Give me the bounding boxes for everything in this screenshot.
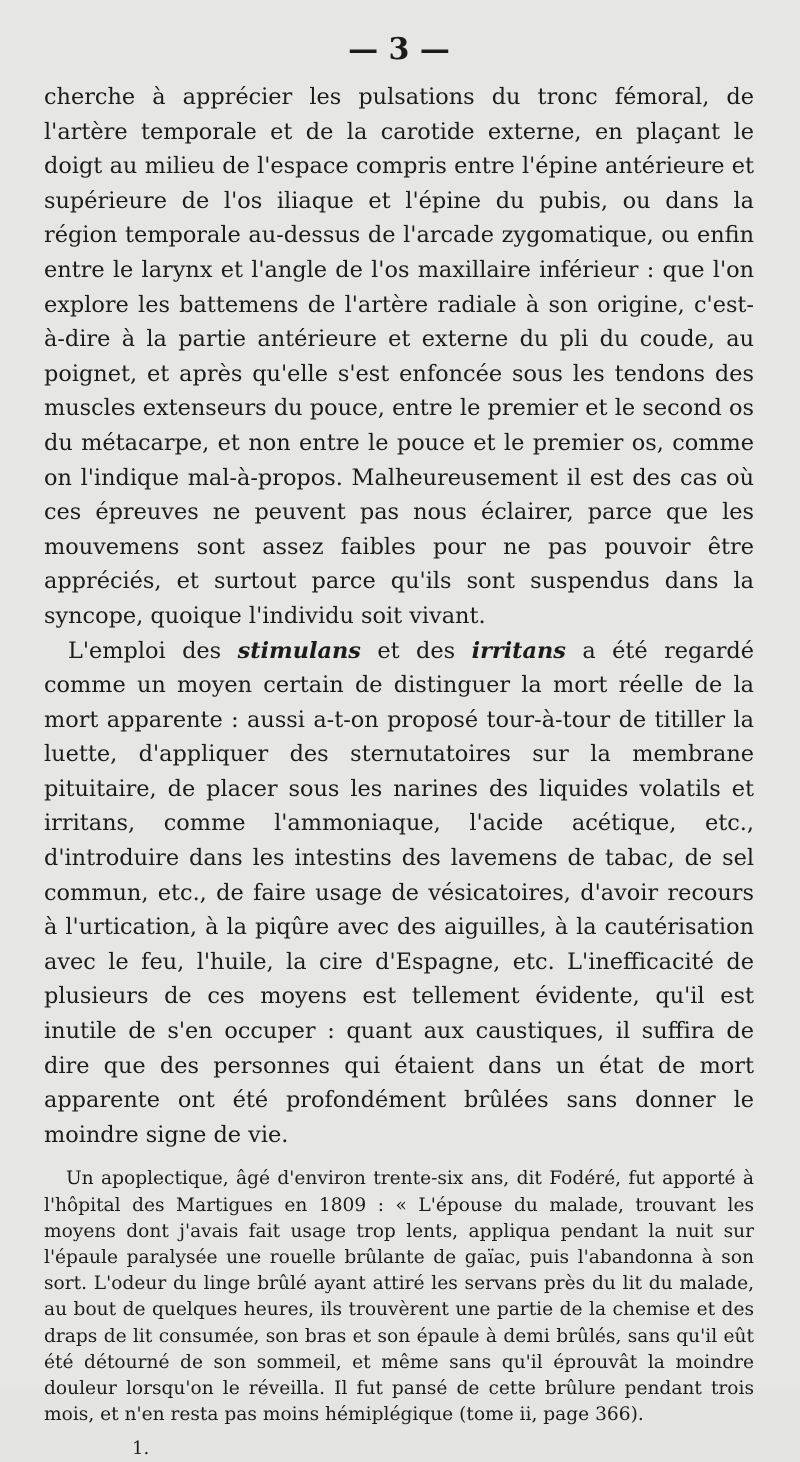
main-text [44, 80, 754, 1152]
signature-mark: 1. [132, 1438, 150, 1460]
emphasis-irritans: irritans [471, 637, 566, 664]
page-number: — 3 — [348, 32, 450, 67]
paragraph-2 [44, 634, 754, 1153]
paragraph-2-start: L'emploi des [68, 637, 238, 664]
paragraph-1: cherche à apprécier les pulsations du tronc fémoral, de l'artère temporale et de la carotide externe, en plaçant le doigt au milieu de l'espace compris entre l'épine antérieure et supérieure de l'os iliaque et l'épine du pubis, ou dans la région temporale au-dessus de l'arcade zygomatique, ou enfin entre le larynx et l'angle de l'os maxillaire inférieur : que l'on explore les battemens de l'artère radiale à son origine, c'est-à-dire à la partie antérieure et externe du pli du coude, au poignet, et après qu'elle s'est enfoncée sous les tendons des muscles extenseurs du pouce, entre le premier et le second os du métacarpe, et non entre le pouce et le premier os, comme on l'indique mal-à-propos. Malheureusement il est des cas où ces épreuves ne peuvent pas nous éclairer, parce que les mouvemens sont assez faibles pour ne pas pouvoir être appréciés, et surtout parce qu'ils sont suspendus dans la syncope, quoique l'individu soit vivant. [44, 84, 754, 629]
emphasis-stimulans: stimulans [237, 637, 361, 664]
paragraph-2-rest: a été regardé comme un moyen certain de distinguer la mort réelle de la mort apparente : aussi a-t-on proposé tour-à-tour de titiller la luette, d'appliquer des sternutatoires sur la membrane pituitaire, de placer sous les narines des liquides volatils et irritans, comme l'ammoniaque, l'acide acétique, etc., d'introduire dans les intestins des lavemens de tabac, de sel commun, etc., de faire usage de vésicatoires, d'avoir recours à l'urtication, à la piqûre avec des aiguilles, à la cautérisation avec le feu, l'huile, la cire d'Espagne, etc. L'inefficacité de plusieurs de ces moyens est tellement évidente, qu'il est inutile de s'en occuper : quant aux caustiques, il suffira de dire que des personnes qui étaient dans un état de mort apparente ont été profondément brûlées sans donner le moindre signe de vie. [44, 637, 754, 1148]
paragraph-2-mid: et des [360, 637, 472, 664]
quoted-case: Un apoplectique, âgé d'environ trente-six ans, dit Fodéré, fut apporté à l'hôpital des Martigues en 1809 : « L'épouse du malade, trouvant les moyens dont j'avais fait usage trop lents, appliqua pendant la nuit sur l'épaule paralysée une rouelle brûlante de gaïac, puis l'abandonna à son sort. L'odeur du linge brûlé ayant attiré les servans près du lit du malade, au bout de quelques heures, ils trouvèrent une partie de la chemise et des draps de lit consumée, son bras et son épaule à demi brûlés, sans qu'il eût été détourné de son sommeil, et même sans qu'il éprouvât la moindre douleur lorsqu'on le réveilla. Il fut pansé de cette brûlure pendant trois mois, et n'en resta pas moins hémiplégique (tome ii, page 366). [44, 1168, 754, 1426]
